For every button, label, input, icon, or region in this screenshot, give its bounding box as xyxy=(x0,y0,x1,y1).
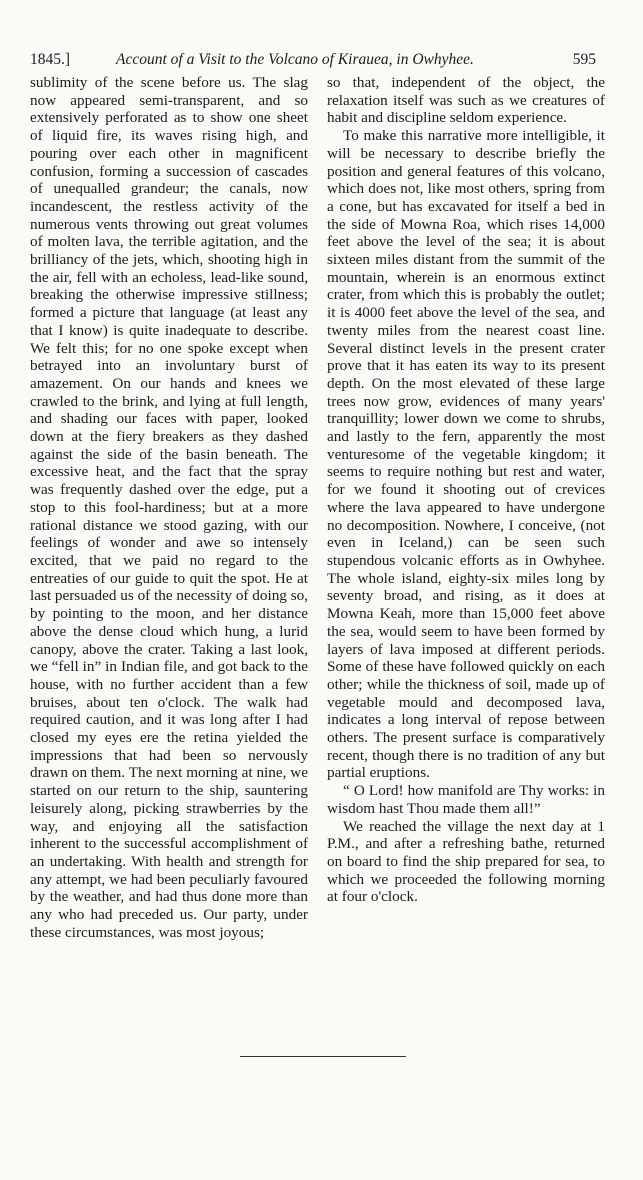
header-year: 1845.] xyxy=(30,51,71,68)
right-column xyxy=(327,74,605,906)
right-paragraph-1: so that, independent of the object, the relaxation itself was such as we creatures of habit and discipline seldom experience. xyxy=(327,74,605,127)
right-paragraph-2: To make this narrative more intelligible, it will be necessary to describe briefly the position and general features of this volcano, which does not, like most others, spring from a cone, but has excavated for itself a bed in the side of Mowna Roa, which rises 14,000 feet above the level of the sea; it is about sixteen miles distant from the summit of the mountain, wherein is an enormous extinct crater, from which this is probably the outlet; it is 4000 feet above the level of the sea, and twenty miles from the nearest coast line. Several distinct levels in the present crater prove that it has eaten its way to its present depth. On the most elevated of these large trees now grow, evidences of many years' tranquillity; lower down we come to shrubs, and lastly to the fern, apparently the most venturesome of the vegetable kingdom; it seems to require nothing but rest and water, for we found it shooting out of crevices where the lava appeared to have undergone no decomposition. Nowhere, I conceive, (not even in Iceland,) can be seen such stupendous volcanic efforts as in Owhyhee. The whole island, eighty-six miles long by seventy broad, and rising, as it does at Mowna Keah, more than 15,000 feet above the sea, would seem to have been formed by layers of lava imposed at different periods. Some of these have followed quickly on each other; while the thickness of soil, made up of vegetable mould and decomposed lava, indicates a long interval of repose between others. The present surface is comparatively recent, though there is no tradition of any but partial eruptions. xyxy=(327,127,605,782)
end-rule xyxy=(240,1056,406,1057)
running-header xyxy=(30,48,596,72)
left-column xyxy=(30,74,308,941)
header-title: Account of a Visit to the Volcano of Kirauea, in Owhyhee. xyxy=(116,51,474,68)
right-paragraph-quote: “ O Lord! how manifold are Thy works: in wisdom hast Thou made them all!” xyxy=(327,782,605,817)
left-paragraph-1: sublimity of the scene before us. The slag now appeared semi-transparent, and so extensively perforated as to show one sheet of liquid fire, its waves rising high, and pouring over each other in magnificent confusion, forming a succession of cascades of unequalled grandeur; the canals, now incandescent, the restless activity of the numerous vents throwing out great volumes of molten lava, the terrible agitation, and the brilliancy of the jets, which, shooting high in the air, fell with an echoless, lead-like sound, breaking the otherwise impressive stillness; formed a picture that language (at least any that I know) is quite inadequate to describe. We felt this; for no one spoke except when betrayed into an involuntary burst of amazement. On our hands and knees we crawled to the brink, and lying at full length, and shading our faces with paper, looked down at the fiery breakers as they dashed against the side of the basin beneath. The excessive heat, and the fact that the spray was frequently dashed over the edge, put a stop to this fool-hardiness; but at a more rational distance we stood gazing, with our feelings of wonder and awe so intensely excited, that we paid no regard to the entreaties of our guide to quit the spot. He at last persuaded us of the necessity of doing so, by pointing to the moon, and her distance above the dense cloud which hung, a lurid canopy, above the crater. Taking a last look, we “fell in” in Indian file, and got back to the house, with no further accident than a few bruises, about ten o'clock. The walk had required caution, and it was long after I had closed my eyes ere the retina yielded the impressions that had been so nervously drawn on them. The next morning at nine, we started on our return to the ship, sauntering leisurely along, picking strawberries by the way, and enjoying all the satisfaction inherent to the successful accomplishment of an undertaking. With health and strength for any attempt, we had been peculiarly favoured by the weather, and had thus done more than any who had preceded us. Our party, under these circumstances, was most joyous; xyxy=(30,74,308,941)
right-paragraph-4: We reached the village the next day at 1 P.M., and after a refreshing bathe, returned on board to find the ship prepared for sea, to which we proceeded the following morning at four o'clock. xyxy=(327,817,605,906)
page-number: 595 xyxy=(572,51,596,68)
